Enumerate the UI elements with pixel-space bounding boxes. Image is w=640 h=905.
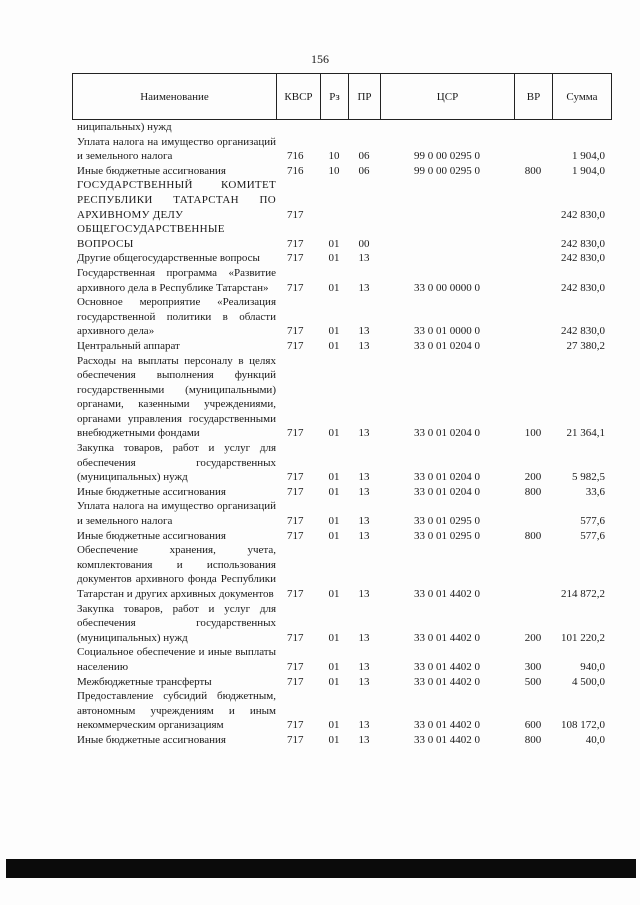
row-sum: 101 220,2 [561, 631, 605, 644]
header-name: Наименование [73, 74, 277, 119]
row-sum: 214 872,2 [561, 588, 605, 600]
page-number: 156 [311, 52, 329, 66]
row-pr: 13 [358, 471, 370, 484]
row-pr: 00 [358, 237, 370, 250]
table-row [72, 441, 612, 485]
row-name: Иные бюджетные ассигнования [77, 529, 226, 542]
row-rz: 01 [328, 281, 340, 294]
row-rz: 01 [328, 325, 340, 338]
row-csr: 33 0 01 0204 0 [414, 471, 480, 484]
row-rz: 01 [328, 427, 340, 440]
header-kvsr: КВСР [277, 74, 321, 119]
row-pr: 06 [358, 150, 370, 163]
row-csr: 33 0 01 4402 0 [414, 660, 480, 673]
row-sum: 940,0 [580, 660, 605, 673]
row-vr: 800 [524, 164, 542, 177]
table-row [72, 354, 612, 442]
row-pr: 13 [358, 427, 370, 440]
row-kvsr: 717 [287, 733, 304, 746]
table-row [72, 222, 612, 251]
row-csr: 33 0 01 4402 0 [414, 631, 480, 644]
table-header [72, 73, 612, 120]
row-sum: 242 830,0 [561, 237, 605, 250]
row-name: Основное мероприятие «Реализация государственной политики в области архивного дела» [77, 296, 276, 338]
row-pr: 13 [358, 529, 370, 542]
row-sum: 1 904,0 [572, 164, 605, 177]
row-name: ГОСУДАРСТВЕННЫЙ КОМИТЕТ РЕСПУБЛИКИ ТАТАРСТАН ПО АРХИВНОМУ ДЕЛУ [77, 179, 276, 221]
row-name: Расходы на выплаты персоналу в целях обеспечения выполнения функций государственными (муниципальными) органами, казенными учреждениями, органами управления государственными внебюджетными фондами [77, 354, 276, 440]
row-kvsr: 716 [287, 164, 304, 177]
row-name: Другие общегосударственные вопросы [77, 252, 260, 265]
table-row [72, 645, 612, 674]
row-rz: 01 [328, 660, 340, 673]
row-name: Иные бюджетные ассигнования [77, 485, 226, 498]
row-kvsr: 716 [287, 150, 304, 163]
row-sum: 40,0 [585, 733, 605, 746]
row-name: Закупка товаров, работ и услуг для обеспечения государственных (муниципальных) нужд [77, 602, 276, 644]
row-kvsr: 717 [287, 208, 304, 221]
row-rz: 01 [328, 529, 340, 542]
row-rz: 01 [328, 237, 340, 250]
table-row [72, 602, 612, 646]
row-name: Иные бюджетные ассигнования [77, 733, 226, 746]
row-rz: 01 [328, 471, 340, 484]
row-sum: 242 830,0 [561, 208, 605, 221]
row-csr: 33 0 01 0000 0 [414, 325, 480, 338]
row-sum: 242 830,0 [561, 325, 605, 338]
row-rz: 01 [328, 675, 340, 688]
row-kvsr: 717 [287, 325, 304, 338]
row-csr: 33 0 01 0295 0 [414, 515, 480, 528]
row-pr: 13 [358, 660, 370, 673]
table-row [72, 135, 612, 164]
row-csr: 33 0 01 0295 0 [414, 529, 480, 542]
row-csr: 33 0 01 0204 0 [414, 339, 480, 352]
row-kvsr: 717 [287, 515, 304, 528]
row-pr: 13 [358, 325, 370, 338]
row-pr: 13 [358, 631, 370, 644]
row-rz: 01 [328, 339, 340, 352]
row-pr: 13 [358, 733, 370, 746]
row-rz: 01 [328, 252, 340, 265]
table-row [72, 339, 612, 354]
row-sum: 577,6 [580, 529, 605, 542]
row-name: Социальное обеспечение и иные выплаты населению [77, 646, 276, 673]
row-pr: 13 [358, 588, 370, 600]
row-vr: 200 [524, 631, 542, 644]
row-rz: 10 [328, 150, 340, 163]
header-rz: Рз [321, 74, 349, 119]
table-row [72, 543, 612, 601]
row-sum: 21 364,1 [566, 427, 605, 440]
table-row [72, 164, 612, 179]
header-pr: ПР [349, 74, 381, 119]
row-sum: 4 500,0 [572, 675, 605, 688]
row-csr: 33 0 01 0204 0 [414, 427, 480, 440]
row-kvsr: 717 [287, 471, 304, 484]
table-row [72, 266, 612, 295]
table-row [72, 675, 612, 690]
table-row [72, 295, 612, 339]
row-vr: 800 [524, 485, 542, 498]
row-csr: 33 0 01 4402 0 [414, 733, 480, 746]
header-csr: ЦСР [381, 74, 515, 119]
row-kvsr: 717 [287, 485, 304, 498]
row-vr: 600 [524, 719, 542, 732]
table-row [72, 499, 612, 528]
row-kvsr: 717 [287, 237, 304, 250]
row-pr: 13 [358, 719, 370, 732]
row-kvsr: 717 [287, 719, 304, 732]
row-name: Межбюджетные трансферты [77, 675, 212, 688]
row-vr: 500 [524, 675, 542, 688]
row-csr: 33 0 01 4402 0 [414, 588, 480, 600]
row-name: Иные бюджетные ассигнования [77, 164, 226, 177]
row-kvsr: 717 [287, 252, 304, 265]
row-name: Обеспечение хранения, учета, комплектования и использования документов архивного фонда Республики Татарстан и других архивных документов [77, 544, 276, 600]
row-name: Предоставление субсидий бюджетным, автономным учреждениям и иным некоммерческим организациям [77, 690, 276, 732]
row-pr: 06 [358, 164, 370, 177]
row-rz: 01 [328, 733, 340, 746]
row-rz: 01 [328, 719, 340, 732]
row-sum: 577,6 [580, 515, 605, 528]
table-row [72, 689, 612, 733]
row-kvsr: 717 [287, 529, 304, 542]
row-csr: 33 0 01 4402 0 [414, 719, 480, 732]
table-row [72, 529, 612, 544]
row-csr: 33 0 00 0000 0 [414, 281, 480, 294]
row-pr: 13 [358, 339, 370, 352]
row-sum: 5 982,5 [572, 471, 605, 484]
row-pr: 13 [358, 281, 370, 294]
row-kvsr: 717 [287, 281, 304, 294]
row-name: Уплата налога на имущество организаций и земельного налога [77, 500, 276, 528]
row-name: ниципальных) нужд [77, 121, 172, 133]
row-csr: 99 0 00 0295 0 [414, 164, 480, 177]
row-vr: 100 [524, 427, 542, 440]
row-pr: 13 [358, 485, 370, 498]
table-body [72, 120, 612, 748]
table-row [72, 485, 612, 500]
row-csr: 33 0 01 4402 0 [414, 675, 480, 688]
row-vr: 800 [524, 529, 542, 542]
row-sum: 27 380,2 [566, 339, 605, 352]
row-kvsr: 717 [287, 427, 304, 440]
row-sum: 1 904,0 [572, 150, 605, 163]
row-pr: 13 [358, 675, 370, 688]
row-sum: 108 172,0 [561, 719, 605, 732]
row-vr: 800 [524, 733, 542, 746]
row-vr: 200 [524, 471, 542, 484]
header-vr: ВР [515, 74, 553, 119]
table-row [72, 733, 612, 748]
row-kvsr: 717 [287, 588, 304, 600]
row-name: Государственная программа «Развитие архивного дела в Республике Татарстан» [77, 266, 276, 294]
row-rz: 01 [328, 515, 340, 528]
row-rz: 01 [328, 631, 340, 644]
row-rz: 10 [328, 164, 340, 177]
row-kvsr: 717 [287, 339, 304, 352]
row-name: Закупка товаров, работ и услуг для обеспечения государственных (муниципальных) нужд [77, 442, 276, 484]
row-sum: 242 830,0 [561, 281, 605, 294]
scan-bottom-edge [6, 859, 636, 878]
row-kvsr: 717 [287, 660, 304, 673]
row-name: Уплата налога на имущество организаций и земельного налога [77, 135, 276, 163]
row-rz: 01 [328, 588, 340, 600]
row-kvsr: 717 [287, 631, 304, 644]
row-csr: 99 0 00 0295 0 [414, 150, 480, 163]
row-name: ОБЩЕГОСУДАРСТВЕННЫЕ ВОПРОСЫ [77, 223, 225, 250]
header-sum: Сумма [566, 90, 598, 103]
table-row [72, 251, 612, 266]
row-kvsr: 717 [287, 675, 304, 688]
row-csr: 33 0 01 0204 0 [414, 485, 480, 498]
table-row [72, 178, 612, 222]
row-pr: 13 [358, 252, 370, 265]
row-vr: 300 [524, 660, 542, 673]
row-rz: 01 [328, 485, 340, 498]
row-sum: 242 830,0 [561, 252, 605, 265]
row-pr: 13 [358, 515, 370, 528]
row-sum: 33,6 [585, 485, 605, 498]
table-row [72, 120, 612, 135]
row-name: Центральный аппарат [77, 339, 180, 352]
